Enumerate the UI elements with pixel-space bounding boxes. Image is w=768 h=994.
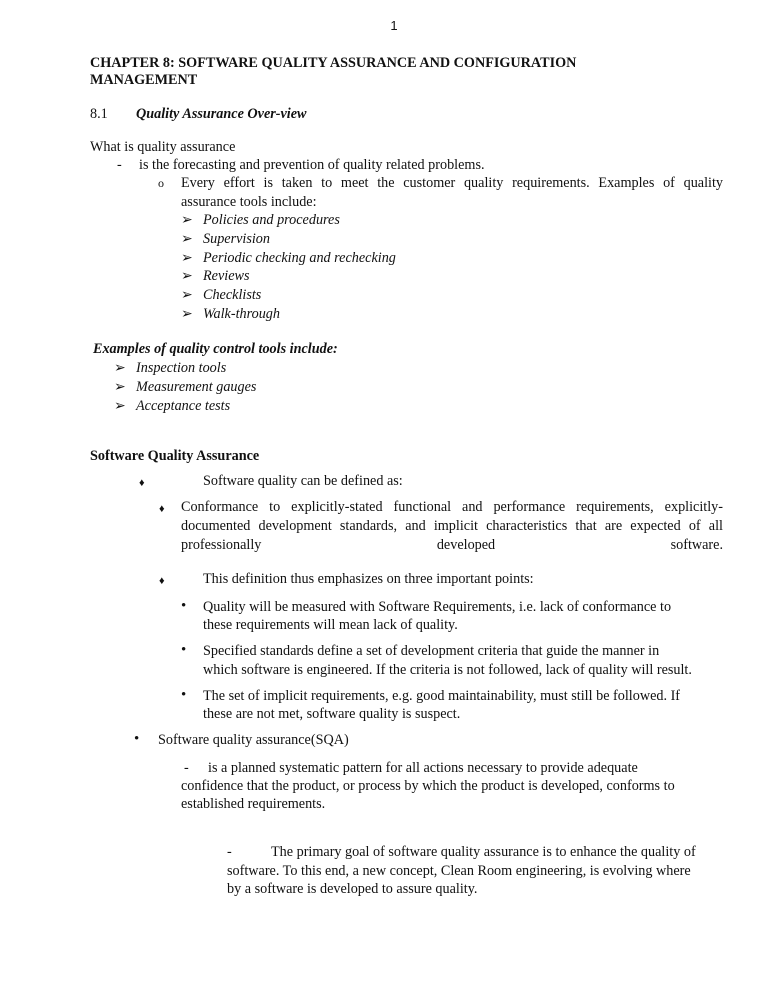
chapter-title-line-1: CHAPTER 8: SOFTWARE QUALITY ASSURANCE AND CONFIGURATION [90,55,577,71]
qa-sub-line-1: Every effort is taken to meet the customer quality requirements. Examples of quality [181,175,723,191]
qa-sub-line-2: assurance tools include: [181,194,317,210]
diamond-bullet-icon: ♦ [159,575,165,587]
list-item: Walk-through [203,306,280,322]
list-item: Supervision [203,231,270,247]
list-item-line: these are not met, software quality is suspect. [203,706,461,722]
diamond-bullet-icon: ♦ [139,477,145,489]
sqa-goal-line-1: The primary goal of software quality assurance is to enhance the quality of [271,844,696,860]
dash-marker: - [184,760,189,776]
bullet-icon: • [134,731,140,747]
sqa-goal-line-2: software. To this end, a new concept, Clean Room engineering, is evolving where [227,863,691,879]
diamond-bullet-icon: ♦ [159,503,165,515]
qa-definition: is the forecasting and prevention of quality related problems. [139,157,485,173]
arrow-bullet-icon: ➢ [181,268,193,284]
arrow-bullet-icon: ➢ [114,398,126,414]
section-number: 8.1 [90,106,108,122]
arrow-bullet-icon: ➢ [181,306,193,322]
sqa-emphasis: This definition thus emphasizes on three important points: [203,571,534,587]
qc-heading: Examples of quality control tools include: [93,341,338,357]
arrow-bullet-icon: ➢ [114,379,126,395]
chapter-title-line-2: MANAGEMENT [90,72,198,88]
bullet-icon: • [181,598,187,614]
list-item-line: Specified standards define a set of development criteria that guide the manner in [203,643,660,659]
bullet-icon: • [181,642,187,658]
bullet-icon: • [181,687,187,703]
list-item-line: which software is engineered. If the criteria is not followed, lack of quality will result. [203,662,692,678]
sqa-label: Software quality assurance(SQA) [158,732,349,748]
qa-question: What is quality assurance [90,139,236,155]
sqa-conformance: Conformance to explicitly-stated functional and performance requirements, explicitly-documented development standards, and implicit characteristics that are expected of all professionally developed software. [181,499,723,553]
arrow-bullet-icon: ➢ [114,360,126,376]
arrow-bullet-icon: ➢ [181,250,193,266]
arrow-bullet-icon: ➢ [181,287,193,303]
dash-marker: - [117,157,122,173]
sqa-heading: Software Quality Assurance [90,448,260,464]
list-item: Reviews [203,268,250,284]
arrow-bullet-icon: ➢ [181,231,193,247]
sqa-definition-line-2: confidence that the product, or process by which the product is developed, conforms to [181,778,675,794]
list-item: Measurement gauges [136,379,257,395]
list-item: Checklists [203,287,262,303]
sqa-defined-as: Software quality can be defined as: [203,473,403,489]
list-item-line: these requirements will mean lack of quality. [203,617,458,633]
arrow-bullet-icon: ➢ [181,212,193,228]
sqa-goal-line-3: by a software is developed to assure quality. [227,881,478,897]
list-item-line: Quality will be measured with Software Requirements, i.e. lack of conformance to [203,599,672,615]
circle-bullet-icon: o [158,176,164,190]
section-title: Quality Assurance Over-view [136,106,307,122]
page-number: 1 [390,18,398,33]
list-item: Inspection tools [136,360,227,376]
list-item: Acceptance tests [136,398,231,414]
sqa-definition-line-3: established requirements. [181,796,326,812]
list-item: Policies and procedures [203,212,340,228]
list-item-line: The set of implicit requirements, e.g. good maintainability, must still be followed. If [203,688,681,704]
list-item: Periodic checking and rechecking [203,250,396,266]
dash-marker: - [227,844,232,860]
sqa-definition-line-1: is a planned systematic pattern for all actions necessary to provide adequate [208,760,638,776]
